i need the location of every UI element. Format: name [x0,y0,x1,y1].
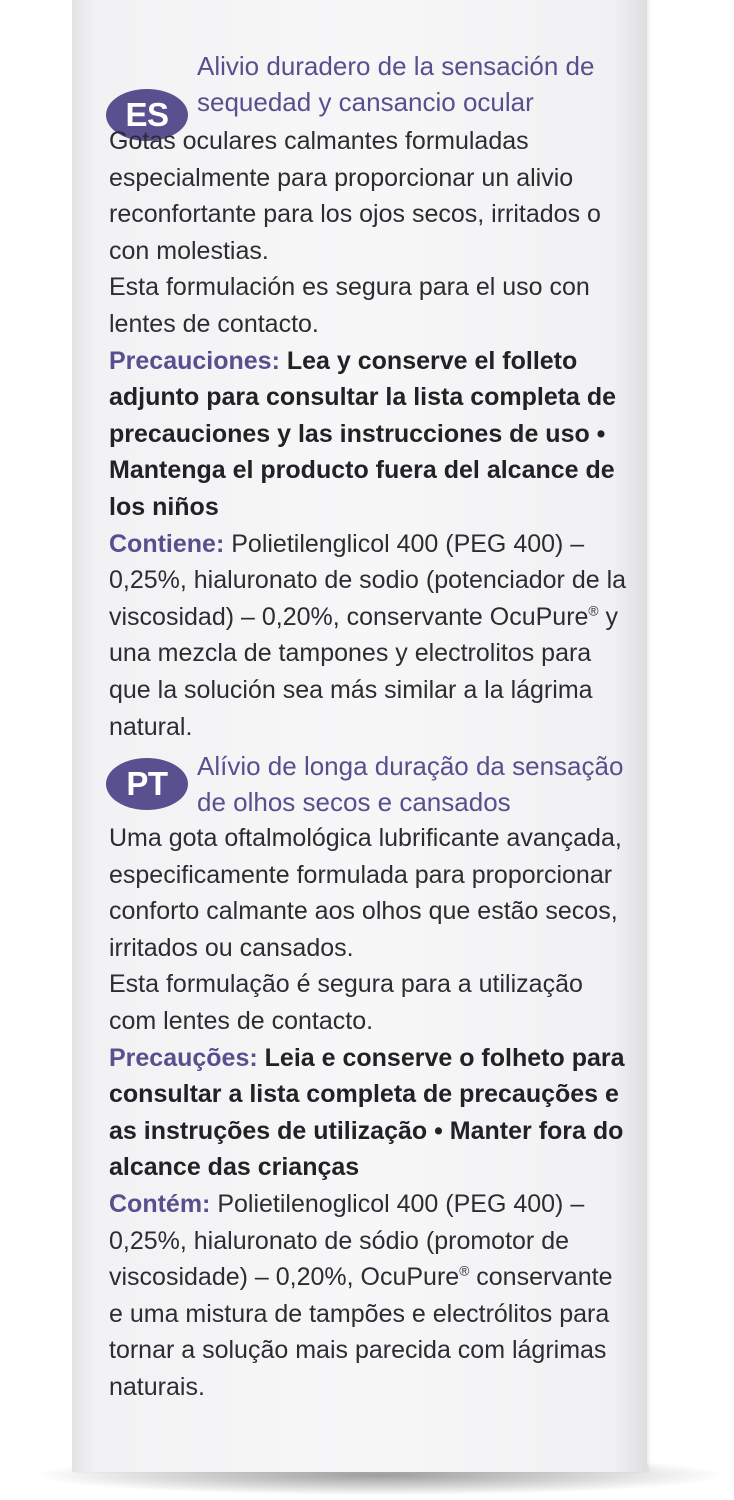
description-es: Gotas oculares calmantes formuladas especialmente para proporcionar un alivio reconfortante para los ojos secos, irritados o con molestias. [109,127,601,265]
heading-es: Alivio duradero de la sensación de sequedad y cansancio ocular [197,51,595,117]
contact-lenses-es: Esta formulación es segura para el uso con lentes de contacto. [109,273,590,338]
contains-es [109,526,629,746]
contact-lenses-pt: Esta formulação é segura para a utilização com lentes de contacto. [109,970,583,1035]
contains-pt [109,1186,629,1406]
contains-label-es: Contiene: [109,529,225,558]
precautions-label-es: Precauciones: [109,346,280,375]
registered-mark-pt: ® [459,1263,470,1279]
contains-label-pt: Contém: [109,1189,211,1218]
precautions-text-es: Lea y conserve el folleto adjunto para consultar la lista completa de precauciones y las instrucciones de uso • Mantenga el producto fuera del alcance de los niños [109,346,617,521]
contains-text-pt-2: conservante e uma mistura de tampões e electrólitos para tornar a solução mais parecida com lágrimas naturais. [109,1263,613,1401]
contains-text-es-1: Polietilenglicol 400 (PEG 400) – 0,25%, hialuronato de sodio (potenciador de la viscosidad) – 0,20%, conservante OcuPure [109,529,627,631]
description-pt: Uma gota oftalmológica lubrificante avançada, especificamente formulada para proporcionar conforto calmante aos olhos que estão secos, irritados ou cansados. [109,824,622,962]
precautions-pt [109,1040,629,1186]
body-es [109,123,629,745]
precautions-label-pt: Precauções: [109,1043,258,1072]
body-pt [109,820,629,1406]
heading-pt: Alívio de longa duração da sensação de olhos secos e cansados [197,751,624,817]
contains-text-es-2: y una mezcla de tampones y electrolitos para que la solución sea más similar a la lágrima natural. [109,602,619,741]
language-badge-pt: PT [106,758,188,810]
precautions-es [109,343,629,526]
registered-mark-es: ® [588,603,599,619]
contains-text-pt-1: Polietilenoglicol 400 (PEG 400) – 0,25%, hialuronato de sódio (promotor de viscosidade) – 0,20%, OcuPure [109,1189,585,1292]
language-badge-es: ES [106,89,188,141]
precautions-text-pt: Leia e conserve o folheto para consultar a lista completa de precauções e as instruções de utilização • Manter fora do alcance das crianças [109,1043,625,1182]
